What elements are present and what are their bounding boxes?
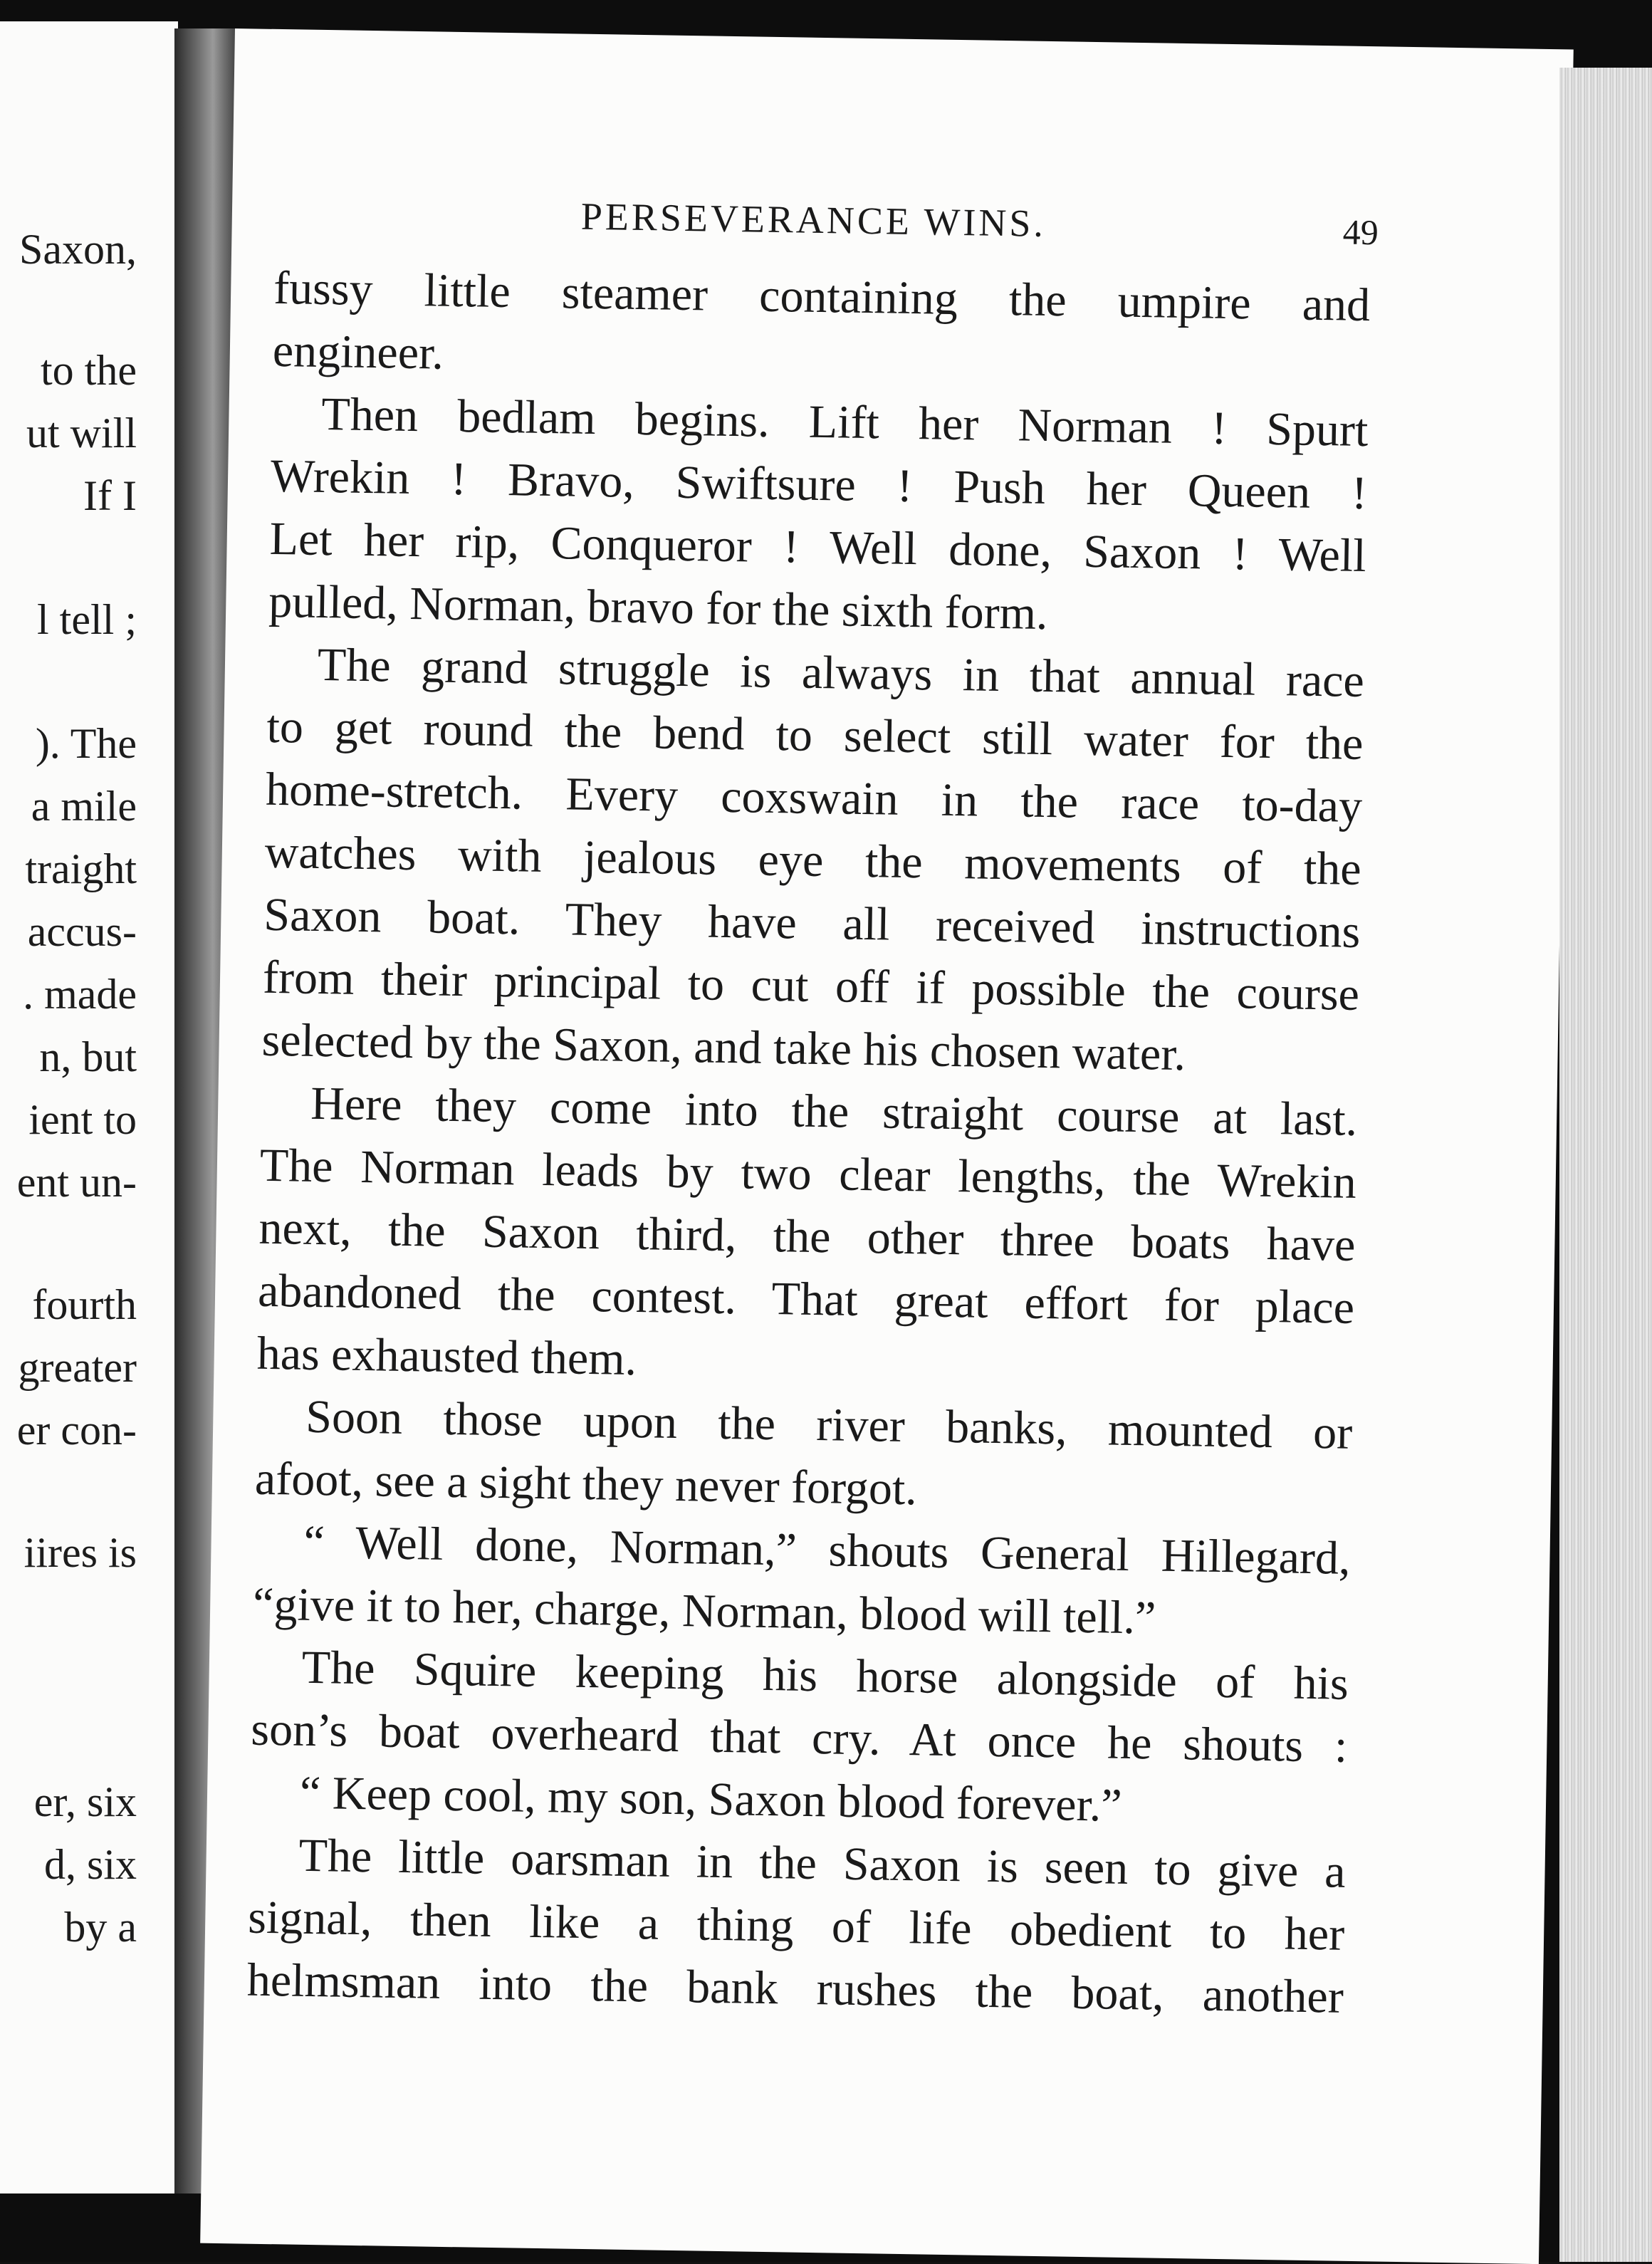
text-line: from their principal to cut off if possible the course (262, 951, 1360, 1021)
left-page-line: . made (23, 971, 137, 1018)
left-page-line: Saxon, (19, 226, 137, 273)
text-line: home-stretch. Every coxswain in the race to-day (265, 763, 1363, 833)
left-page-line: ent un- (16, 1159, 137, 1206)
text-line: Let her rip, Conqueror ! Well done, Saxon ! Well (269, 512, 1367, 583)
page-number: 49 (1342, 212, 1379, 253)
left-page-line: by a (64, 1904, 137, 1951)
left-page-line: d, six (43, 1841, 137, 1888)
text-line: “ Keep cool, my son, Saxon blood forever.” (299, 1766, 1123, 1832)
left-page-line: ient to (28, 1096, 137, 1143)
left-page-line: to the (41, 347, 137, 394)
running-head: PERSEVERANCE WINS. (580, 194, 1047, 245)
left-page-line: iires is (23, 1529, 137, 1576)
text-line: “ Well done, Norman,” shouts General Hillegard, (303, 1516, 1352, 1585)
text-line: pulled, Norman, bravo for the sixth form. (268, 575, 1049, 640)
text-line: afoot, see a sight they never forgot. (254, 1452, 918, 1516)
text-line: helmsman into the bank rushes the boat, another (246, 1953, 1344, 2023)
left-page-fragment (0, 21, 178, 2193)
left-page-line: ). The (35, 720, 137, 767)
left-page-line: greater (18, 1344, 137, 1391)
text-line: Wrekin ! Bravo, Swiftsure ! Push her Queen ! (270, 449, 1368, 520)
text-line: Soon those upon the river banks, mounted or (305, 1390, 1353, 1459)
left-page-line: er, six (33, 1778, 137, 1825)
text-line: son’s boat overheard that cry. At once he shouts : (250, 1703, 1348, 1773)
text-line: fussy little steamer containing the umpire and (273, 261, 1371, 332)
text-line: “give it to her, charge, Norman, blood will tell.” (252, 1577, 1156, 1644)
left-page-line: accus- (27, 908, 137, 955)
left-page-line: a mile (31, 783, 137, 830)
text-line: Then bedlam begins. Lift her Norman ! Spurt (320, 387, 1369, 457)
left-page-line: ut will (26, 409, 137, 457)
page-edges (1559, 68, 1652, 2262)
text-line: Here they come into the straight course at last. (310, 1077, 1358, 1146)
text-line: The grand struggle is always in that annual race (317, 638, 1365, 708)
text-line: watches with jealous eye the movements of the (264, 825, 1362, 895)
right-page (200, 28, 1574, 2264)
left-page-line: er con- (16, 1407, 137, 1454)
text-line: has exhausted them. (256, 1327, 637, 1386)
text-line: The Squire keeping his horse alongside of his (301, 1641, 1349, 1710)
text-line: The little oarsman in the Saxon is seen to give a (298, 1829, 1347, 1898)
text-line: selected by the Saxon, and take his chosen water. (261, 1013, 1186, 1081)
body-text (246, 257, 1371, 2029)
text-line: signal, then like a thing of life obedient to her (247, 1891, 1345, 1961)
left-page-line: l tell ; (37, 596, 137, 643)
text-line: to get round the bend to select still water for the (266, 700, 1364, 771)
text-line: engineer. (272, 324, 444, 380)
left-page-line: If I (83, 472, 137, 519)
text-line: Saxon boat. They have all received instructions (263, 888, 1361, 958)
left-page-line: fourth (32, 1281, 137, 1328)
left-page-line: traight (25, 845, 137, 892)
text-line: abandoned the contest. That great effort for place (257, 1264, 1355, 1334)
left-page-line: n, but (39, 1033, 137, 1080)
text-line: next, the Saxon third, the other three boats have (258, 1201, 1356, 1271)
text-line: The Norman leads by two clear lengths, the Wrekin (259, 1139, 1357, 1209)
